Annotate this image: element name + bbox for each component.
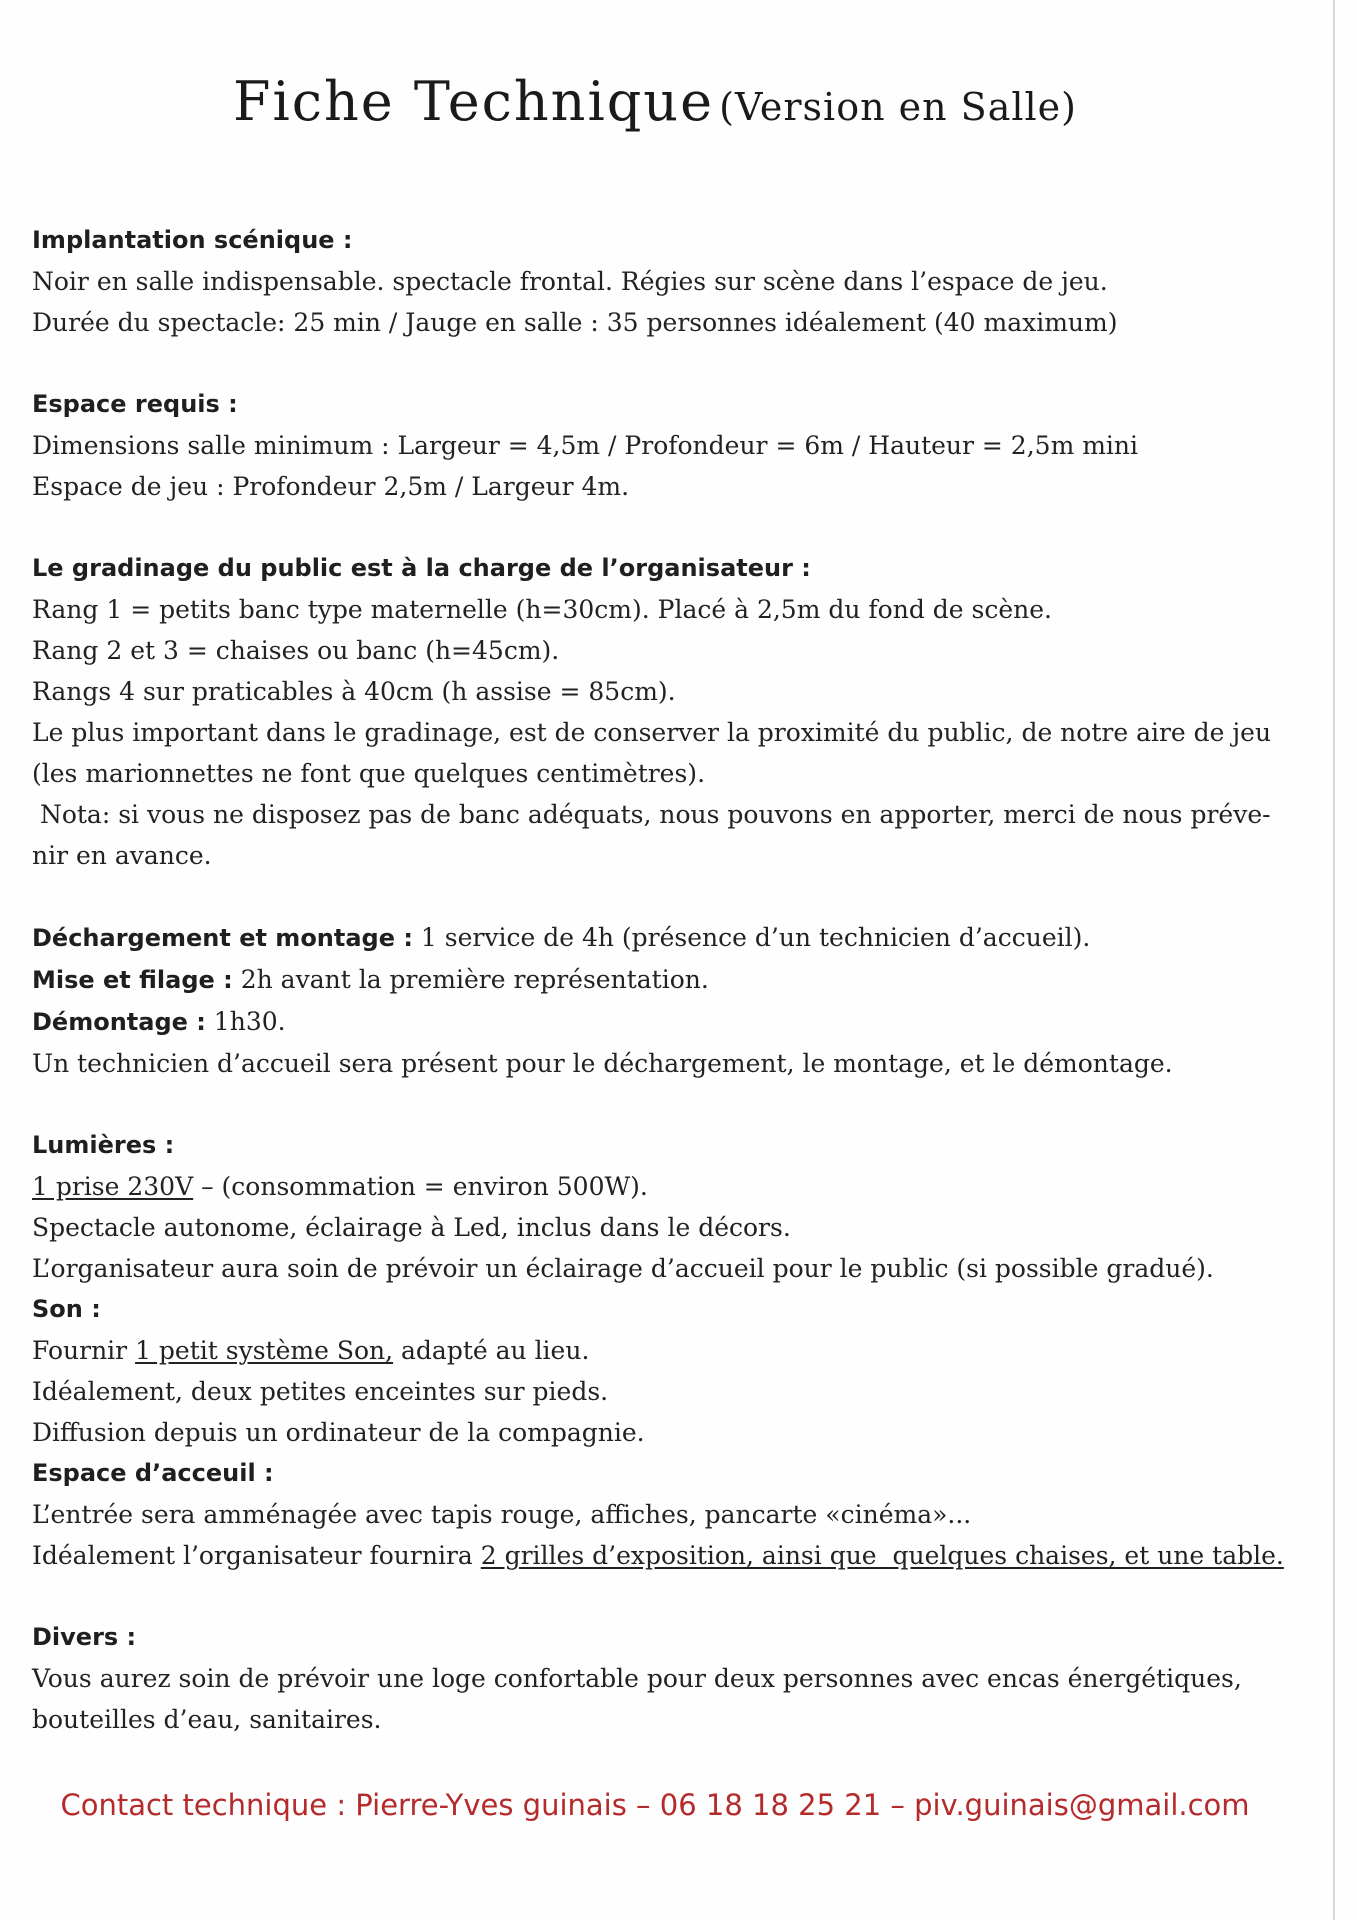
grilles-pre: Idéalement l’organisateur fournira: [32, 1541, 481, 1570]
title-subtitle: (Version en Salle): [719, 85, 1077, 129]
heading-divers: Divers :: [32, 1623, 137, 1651]
prise-underlined: 1 prise 230V: [32, 1172, 194, 1201]
page-title: [0, 70, 1310, 133]
demontage-line: [32, 1001, 1282, 1043]
text-line: nir en avance.: [32, 841, 212, 870]
text-line: Espace de jeu : Profondeur 2,5m / Largeur 4m.: [32, 472, 630, 501]
text-line: Dimensions salle minimum : Largeur = 4,5m / Profondeur = 6m / Hauteur = 2,5m mini: [32, 431, 1139, 460]
grilles-underlined: 2 grilles d’exposition, ainsi que quelques chaises, et une table.: [480, 1541, 1284, 1570]
section-espace-requis: [32, 384, 1282, 507]
fournir-post: adapté au lieu.: [393, 1336, 590, 1365]
title-main: Fiche Technique: [232, 70, 715, 133]
heading-son: Son :: [32, 1295, 101, 1323]
heading-gradinage: Le gradinage du public est à la charge de l’organisateur :: [32, 554, 811, 582]
montage-line: [32, 917, 1282, 959]
heading-lumieres: Lumières :: [32, 1131, 175, 1159]
text-line: L’organisateur aura soin de prévoir un éclairage d’accueil pour le public (si possible gradué).: [32, 1254, 1214, 1283]
text-line: Vous aurez soin de prévoir une loge confortable pour deux personnes avec encas énergétiques,: [32, 1664, 1242, 1693]
text-line: Le plus important dans le gradinage, est de conserver la proximité du public, de notre aire de jeu: [32, 718, 1272, 747]
fournir-line: [32, 1330, 1282, 1371]
text-line: Rang 1 = petits banc type maternelle (h=30cm). Placé à 2,5m du fond de scène.: [32, 595, 1052, 624]
text-line: Diffusion depuis un ordinateur de la compagnie.: [32, 1418, 645, 1447]
fournir-pre: Fournir: [32, 1336, 136, 1365]
text-line: Nota: si vous ne disposez pas de banc adéquats, nous pouvons en apporter, merci de nous préve-: [32, 800, 1271, 829]
value-mise-filage: 2h avant la première représentation.: [232, 965, 709, 994]
contact-technique: Contact technique : Pierre-Yves guinais – 06 18 18 25 21 – piv.guinais@gmail.com: [60, 1788, 1250, 1822]
text-line: L’entrée sera amménagée avec tapis rouge, affiches, pancarte «cinéma»...: [32, 1500, 972, 1529]
text-line: Durée du spectacle: 25 min / Jauge en salle : 35 personnes idéalement (40 maximum): [32, 308, 1118, 337]
fournir-underlined: 1 petit système Son,: [135, 1336, 394, 1365]
label-dechargement: Déchargement et montage :: [32, 924, 413, 952]
section-lumieres: [32, 1125, 1282, 1289]
section-montage: [32, 917, 1282, 1084]
text-line: Rang 2 et 3 = chaises ou banc (h=45cm).: [32, 636, 560, 665]
section-divers: [32, 1617, 1282, 1740]
text-line: Spectacle autonome, éclairage à Led, inclus dans le décors.: [32, 1213, 791, 1242]
text-line: (les marionnettes ne font que quelques centimètres).: [32, 759, 706, 788]
value-dechargement: 1 service de 4h (présence d’un technicien d’accueil).: [412, 923, 1091, 952]
mise-line: [32, 959, 1282, 1001]
text-line: Idéalement, deux petites enceintes sur pieds.: [32, 1377, 609, 1406]
section-son: [32, 1289, 1282, 1453]
text-line: bouteilles d’eau, sanitaires.: [32, 1705, 382, 1734]
prise-rest: – (consommation = environ 500W).: [193, 1172, 648, 1201]
section-espace-accueil: [32, 1453, 1282, 1576]
prise-line: [32, 1166, 1282, 1207]
text-line: Un technicien d’accueil sera présent pour le déchargement, le montage, et le démontage.: [32, 1049, 1173, 1078]
heading-espace-accueil: Espace d’acceuil :: [32, 1459, 274, 1487]
text-line: Rangs 4 sur praticables à 40cm (h assise = 85cm).: [32, 677, 676, 706]
label-mise-filage: Mise et filage :: [32, 966, 233, 994]
scan-edge-line: [1333, 0, 1335, 1920]
section-gradinage: [32, 548, 1282, 876]
label-demontage: Démontage :: [32, 1008, 206, 1036]
grilles-line: [32, 1535, 1282, 1576]
heading-espace-requis: Espace requis :: [32, 390, 238, 418]
heading-implantation: Implantation scénique :: [32, 226, 353, 254]
document-body: [32, 220, 1282, 1740]
value-demontage: 1h30.: [205, 1007, 286, 1036]
text-line: Noir en salle indispensable. spectacle frontal. Régies sur scène dans l’espace de jeu.: [32, 267, 1108, 296]
section-implantation: [32, 220, 1282, 343]
